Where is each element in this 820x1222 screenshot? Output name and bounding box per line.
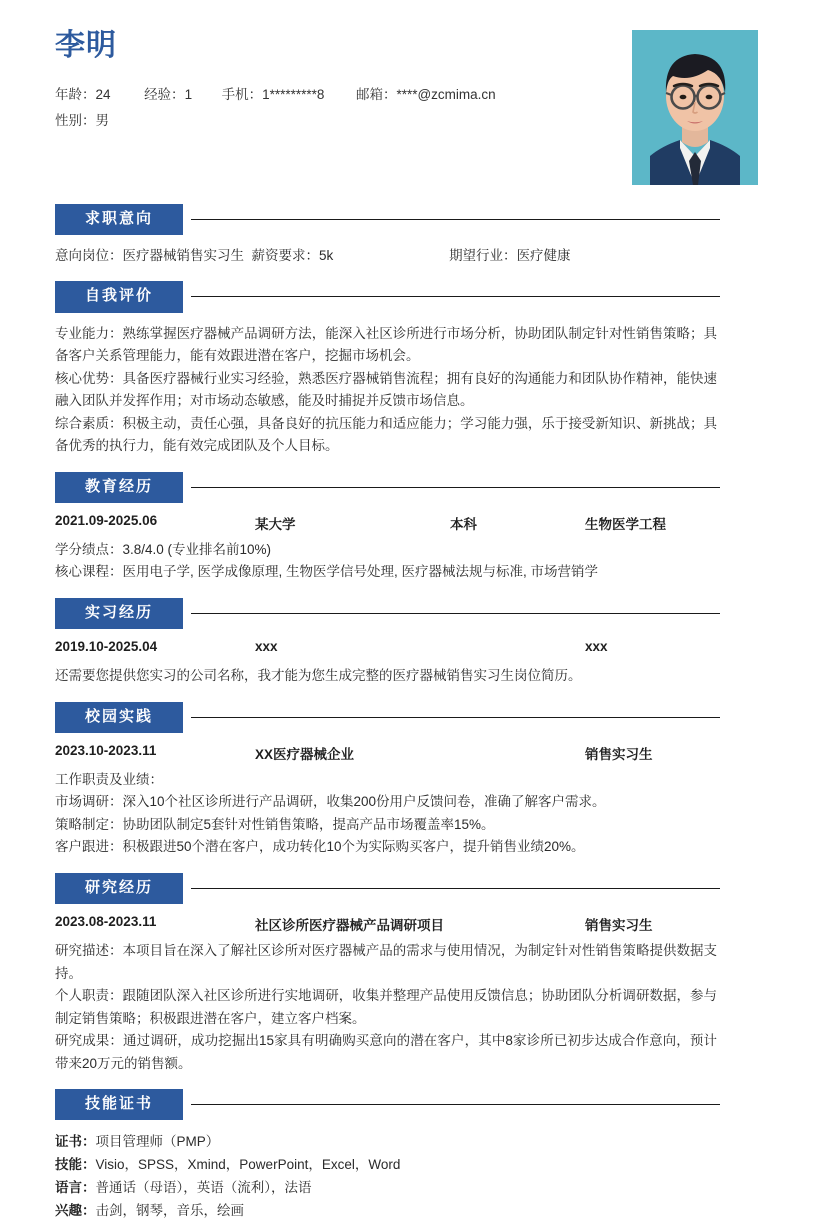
age-label: 年龄： [55, 87, 96, 102]
email-value: ****@zcmima.cn [396, 87, 496, 102]
gender-field [55, 108, 109, 134]
age-value: 24 [95, 87, 111, 102]
section-divider [191, 1104, 720, 1105]
section-divider [191, 296, 720, 297]
hobby-line [55, 1199, 765, 1219]
internship-company: xxx [255, 639, 278, 654]
section-title-self-evaluation: 自我评价 [55, 281, 183, 312]
internship-date: 2019.10-2025.04 [55, 639, 158, 654]
job-objective-row [55, 245, 765, 267]
language-value: 普通话（母语），英语（流利），法语 [95, 1180, 312, 1196]
education-major: 生物医学工程 [585, 516, 666, 532]
section-title-job-objective: 求职意向 [55, 204, 183, 235]
profile-photo-icon [632, 30, 758, 185]
education-degree: 本科 [450, 516, 477, 532]
hobby-value: 击剑，钢琴，音乐，绘画 [95, 1203, 244, 1219]
certificate-line [55, 1130, 765, 1153]
campus-bullet-1: 市场调研：深入10个社区诊所进行产品调研，收集200份用户反馈问卷，准确了解客户需求。 [55, 794, 606, 810]
objective-salary-value: 5k [319, 248, 334, 264]
section-title-skills: 技能证书 [55, 1089, 183, 1120]
section-title-education: 教育经历 [55, 472, 183, 503]
experience-label: 经验： [144, 87, 185, 102]
email-label: 邮箱： [355, 87, 397, 102]
objective-industry-label: 期望行业： [449, 248, 517, 264]
campus-company: XX医疗器械企业 [255, 746, 355, 762]
self-eval-line-2: 核心优势：具备医疗器械行业实习经验，熟悉医疗器械销售流程；拥有良好的沟通能力和团队协作精神，能快速融入团队并发挥作用；对市场动态敏感，能及时捕捉并反馈市场信息。 [55, 370, 717, 408]
section-title-research: 研究经历 [55, 873, 183, 904]
research-duties: 个人职责：跟随团队深入社区诊所进行实地调研，收集并整理产品使用反馈信息；协助团队分析调研数据，参与制定销售策略；积极跟进潜在客户，建立客户档案。 [55, 988, 717, 1026]
section-title-campus-practice: 校园实践 [55, 702, 183, 733]
section-header-job-objective [55, 204, 765, 235]
phone-value: 1*********8 [262, 87, 325, 102]
internship-entry-row [55, 639, 765, 663]
email-field [356, 82, 496, 108]
certificate-value: 项目管理师（PMP） [95, 1134, 220, 1150]
internship-details [55, 665, 765, 688]
education-details [55, 539, 765, 584]
avatar [632, 30, 758, 185]
education-school: 某大学 [255, 516, 296, 532]
language-line [55, 1176, 765, 1199]
experience-value: 1 [184, 87, 193, 102]
research-date: 2023.08-2023.11 [55, 914, 157, 929]
self-eval-line-3: 综合素质：积极主动，责任心强，具备良好的抗压能力和适应能力；学习能力强，乐于接受新知识、新挑战；具备优秀的执行力，能有效完成团队及个人目标。 [55, 415, 717, 453]
page-title: 李明 [55, 29, 117, 62]
campus-role: 销售实习生 [585, 746, 653, 762]
research-entry-row [55, 914, 765, 938]
section-title-internship: 实习经历 [55, 598, 183, 629]
section-header-research [55, 873, 765, 904]
experience-field [144, 82, 192, 108]
gender-value: 男 [95, 113, 109, 128]
objective-position-label: 意向岗位： [55, 248, 123, 264]
self-evaluation-body [55, 323, 765, 458]
campus-entry-row [55, 743, 765, 767]
education-entry-row [55, 513, 765, 537]
age-field [55, 82, 111, 108]
skill-tools-line [55, 1153, 765, 1176]
campus-bullet-3: 客户跟进：积极跟进50个潜在客户，成功转化10个为实际购买客户，提升销售业绩20%。 [55, 839, 585, 855]
objective-industry-value: 医疗健康 [516, 248, 571, 264]
research-description: 研究描述：本项目旨在深入了解社区诊所对医疗器械产品的需求与使用情况，为制定针对性销售策略提供数据支持。 [55, 943, 717, 981]
section-divider [191, 487, 720, 488]
education-courses: 核心课程：医用电子学, 医学成像原理, 生物医学信号处理, 医疗器械法规与标准, 市场营销学 [55, 564, 599, 580]
self-eval-line-1: 专业能力：熟练掌握医疗器械产品调研方法，能深入社区诊所进行市场分析，协助团队制定针对性销售策略；具备客户关系管理能力，能有效跟进潜在客户，挖掘市场机会。 [55, 325, 717, 363]
education-date: 2021.09-2025.06 [55, 512, 158, 528]
section-header-skills [55, 1089, 765, 1120]
research-role: 销售实习生 [585, 918, 653, 933]
campus-heading: 工作职责及业绩： [55, 771, 163, 787]
certificate-label: 证书： [55, 1134, 96, 1150]
section-header-campus-practice [55, 702, 765, 733]
internship-note: 还需要您提供您实习的公司名称，我才能为您生成完整的医疗器械销售实习生岗位简历。 [55, 668, 582, 683]
skills-body [55, 1130, 765, 1219]
campus-details [55, 769, 765, 859]
resume-header [55, 0, 765, 190]
section-divider [191, 888, 720, 889]
phone-field [222, 82, 325, 108]
internship-role: xxx [585, 639, 608, 654]
section-header-internship [55, 598, 765, 629]
language-label: 语言： [55, 1180, 96, 1196]
campus-bullet-2: 策略制定：协助团队制定5套针对性销售策略，提高产品市场覆盖率15%。 [55, 816, 495, 832]
research-details [55, 940, 765, 1075]
objective-position-value: 医疗器械销售实习生 [122, 248, 244, 264]
education-gpa: 学分绩点：3.8/4.0 (专业排名前10%) [55, 541, 272, 557]
hobby-label: 兴趣： [55, 1203, 96, 1219]
research-results: 研究成果：通过调研，成功挖掘出15家具有明确购买意向的潜在客户，其中8家诊所已初步达成合作意向，预计带来20万元的销售额。 [55, 1033, 717, 1071]
section-header-education [55, 472, 765, 503]
gender-label: 性别： [55, 113, 96, 128]
campus-date: 2023.10-2023.11 [55, 742, 157, 758]
research-project: 社区诊所医疗器械产品调研项目 [255, 918, 444, 933]
section-header-self-evaluation [55, 281, 765, 312]
skill-tools-label: 技能： [55, 1157, 96, 1173]
section-divider [191, 219, 720, 220]
section-divider [191, 613, 720, 614]
phone-label: 手机： [221, 87, 263, 102]
section-divider [191, 717, 720, 718]
objective-salary-label: 薪资要求： [251, 248, 320, 264]
skill-tools-value: Visio，SPSS，Xmind，PowerPoint，Excel，Word [95, 1157, 401, 1173]
